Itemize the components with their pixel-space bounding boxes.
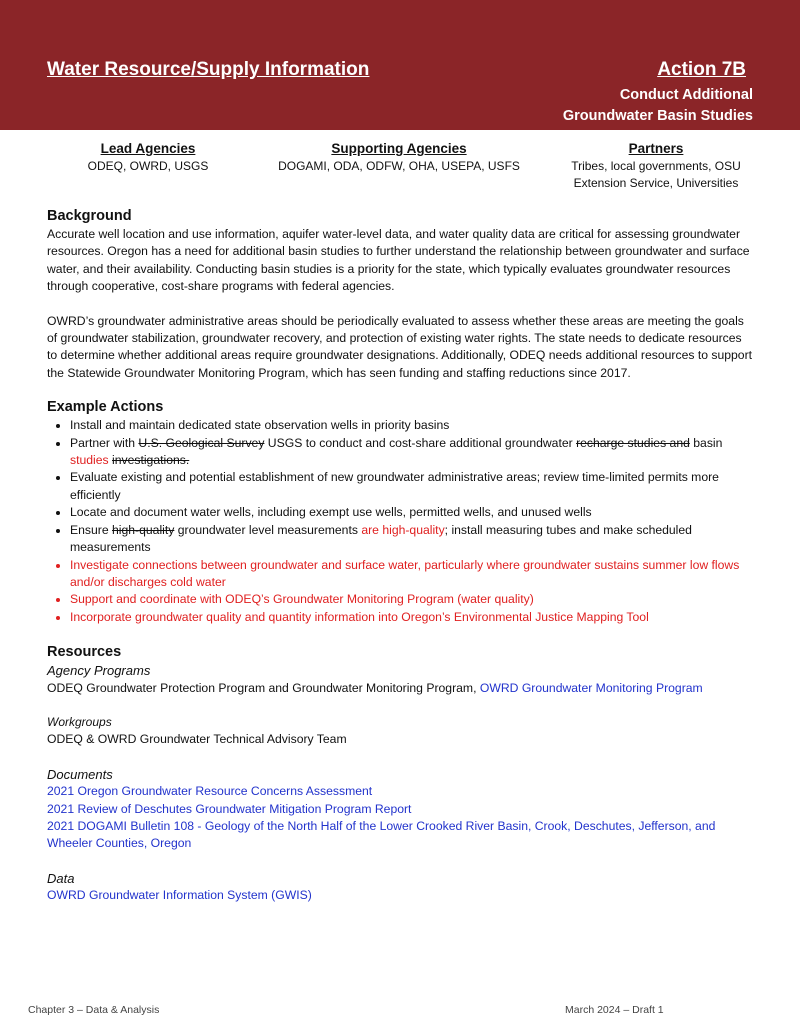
- action-item: • Evaluate existing and potential establishment of new groundwater administrative areas; review time-limited permits more efficiently: [70, 469, 753, 504]
- action-item: • Ensure high-quality groundwater level measurements are high-quality; install measuring tubes and make scheduled measurements: [70, 522, 753, 557]
- subtitle-line2: Groundwater Basin Studies: [562, 108, 753, 124]
- documents-label: Documents: [47, 766, 113, 782]
- struck-text: recharge studies and: [576, 435, 690, 450]
- document-link-1[interactable]: 2021 Oregon Groundwater Resource Concerns Assessment: [47, 784, 373, 799]
- agency-programs-label: Agency Programs: [47, 663, 151, 679]
- lead-agencies-list: ODEQ, OWRD, USGS: [87, 159, 209, 173]
- document-link-3[interactable]: 2021 DOGAMI Bulletin 108 - Geology of the North Half of the Lower Crooked River Basin, Crook, Deschutes, Jefferson, and Wheeler Counties, Oregon: [47, 818, 716, 851]
- background-heading: Background: [47, 208, 132, 224]
- action-item: • Locate and document water wells, including exempt use wells, permitted wells, and unused wells: [70, 504, 753, 521]
- supporting-agencies: [268, 140, 530, 175]
- inserted-text: studies: [70, 453, 109, 468]
- partners-line1: Tribes, local governments, OSU: [571, 159, 741, 173]
- lead-agencies-heading: Lead Agencies: [100, 141, 196, 156]
- background-paragraph-2: OWRD’s groundwater administrative areas should be periodically evaluated to assess whether these areas are meeting the goals of groundwater stabilization, groundwater recovery, and protection of existing water rights. The state needs to dedicate resources to determine whether additional areas require groundwater designations. Additionally, ODEQ needs additional resources to support the Statewide Groundwater Monitoring Program, which has seen funding and staffing reductions since 2017.: [47, 313, 753, 380]
- background-paragraph-1: Accurate well location and use information, aquifer water-level data, and water quality data are critical for assessing groundwater resources. Oregon has a need for additional basin studies to further understand the relationship between groundwater and surface water, and their availability. Conducting basin studies is a priority for the state, which typically evaluates groundwater resources through cooperative, cost-share programs with federal agencies.: [47, 227, 750, 294]
- struck-text: investigations.: [112, 453, 190, 468]
- partners-line2: Extension Service, Universities: [573, 176, 739, 190]
- action-item: • Install and maintain dedicated state observation wells in priority basins: [70, 417, 753, 434]
- page-title: Water Resource/Supply Information: [47, 59, 370, 80]
- header-banner: [0, 0, 800, 130]
- footer-chapter: Chapter 3 – Data & Analysis: [28, 1004, 160, 1016]
- footer-date: March 2024 – Draft 1: [565, 1004, 664, 1016]
- main-content: [47, 206, 753, 905]
- supporting-agencies-list: DOGAMI, ODA, ODFW, OHA, USEPA, USFS: [278, 159, 520, 173]
- partners: [548, 140, 764, 192]
- document-link-2[interactable]: 2021 Review of Deschutes Groundwater Mitigation Program Report: [47, 801, 412, 816]
- data-label: Data: [47, 870, 75, 886]
- agency-programs-text: ODEQ Groundwater Protection Program and Groundwater Monitoring Program, OWRD Groundwater Monitoring Program: [47, 680, 703, 695]
- partners-heading: Partners: [628, 141, 684, 156]
- workgroups-label: Workgroups: [47, 714, 112, 729]
- banner-title-row: [47, 59, 750, 81]
- resources-heading: Resources: [47, 644, 122, 661]
- action-subtitle: [563, 85, 753, 127]
- inserted-text: are high-quality: [361, 522, 445, 537]
- example-actions-list: [47, 417, 753, 626]
- workgroups-text: ODEQ & OWRD Groundwater Technical Advisory Team: [47, 732, 347, 747]
- owrd-monitoring-link[interactable]: OWRD Groundwater Monitoring Program: [479, 680, 703, 695]
- example-actions-heading: Example Actions: [47, 399, 164, 416]
- action-item: • Partner with U.S. Geological Survey USGS to conduct and cost-share additional groundwater recharge studies and basin studies investigations.: [70, 435, 753, 470]
- action-item-new: • Support and coordinate with ODEQ’s Groundwater Monitoring Program (water quality): [70, 591, 753, 608]
- gwis-link[interactable]: OWRD Groundwater Information System (GWIS): [47, 888, 312, 903]
- subtitle-line1: Conduct Additional: [619, 87, 753, 103]
- action-item-new: • Investigate connections between groundwater and surface water, particularly where groundwater sustains summer low flows and/or discharges cold water: [70, 557, 753, 592]
- action-number: Action 7B: [657, 59, 746, 80]
- struck-text: high-quality: [112, 522, 175, 537]
- lead-agencies: [72, 140, 224, 175]
- struck-text: U.S. Geological Survey: [138, 435, 265, 450]
- supporting-agencies-heading: Supporting Agencies: [331, 141, 467, 156]
- action-item-new: • Incorporate groundwater quality and quantity information into Oregon’s Environmental Justice Mapping Tool: [70, 609, 753, 626]
